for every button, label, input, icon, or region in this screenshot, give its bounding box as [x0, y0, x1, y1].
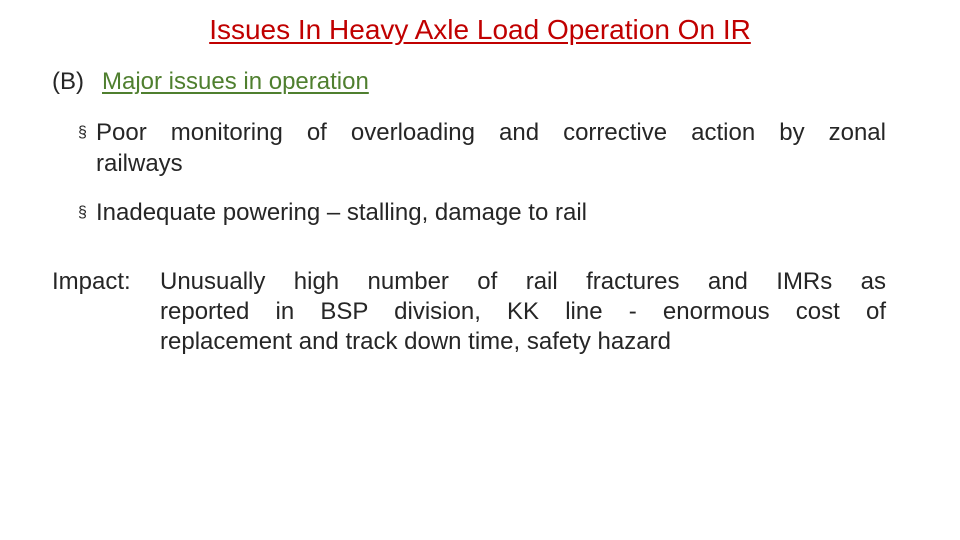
impact-label: Impact: [52, 268, 131, 295]
bullet-line: Poor monitoring of overloading and corrective action by zonal [96, 119, 886, 146]
impact-line: Unusually high number of rail fractures and IMRs as [160, 268, 886, 295]
bullet-marker-icon: § [78, 204, 87, 221]
section-heading [52, 68, 369, 96]
bullet-item-1 [78, 117, 886, 179]
bullet-line: railways [96, 150, 183, 177]
bullet-text: Inadequate powering – stalling, damage to rail [96, 199, 587, 226]
bullet-item-2 [78, 197, 886, 228]
impact-paragraph [52, 267, 886, 357]
impact-body [52, 267, 886, 357]
section-title: Major issues in operation [102, 68, 369, 95]
slide-title: Issues In Heavy Axle Load Operation On IR [209, 14, 751, 45]
impact-line: replacement and track down time, safety hazard [160, 328, 671, 355]
section-prefix: (B) [52, 68, 84, 95]
impact-line: reported in BSP division, KK line - enormous cost of [160, 298, 886, 325]
bullet-marker-icon: § [78, 124, 87, 141]
bullet-text [78, 117, 886, 179]
